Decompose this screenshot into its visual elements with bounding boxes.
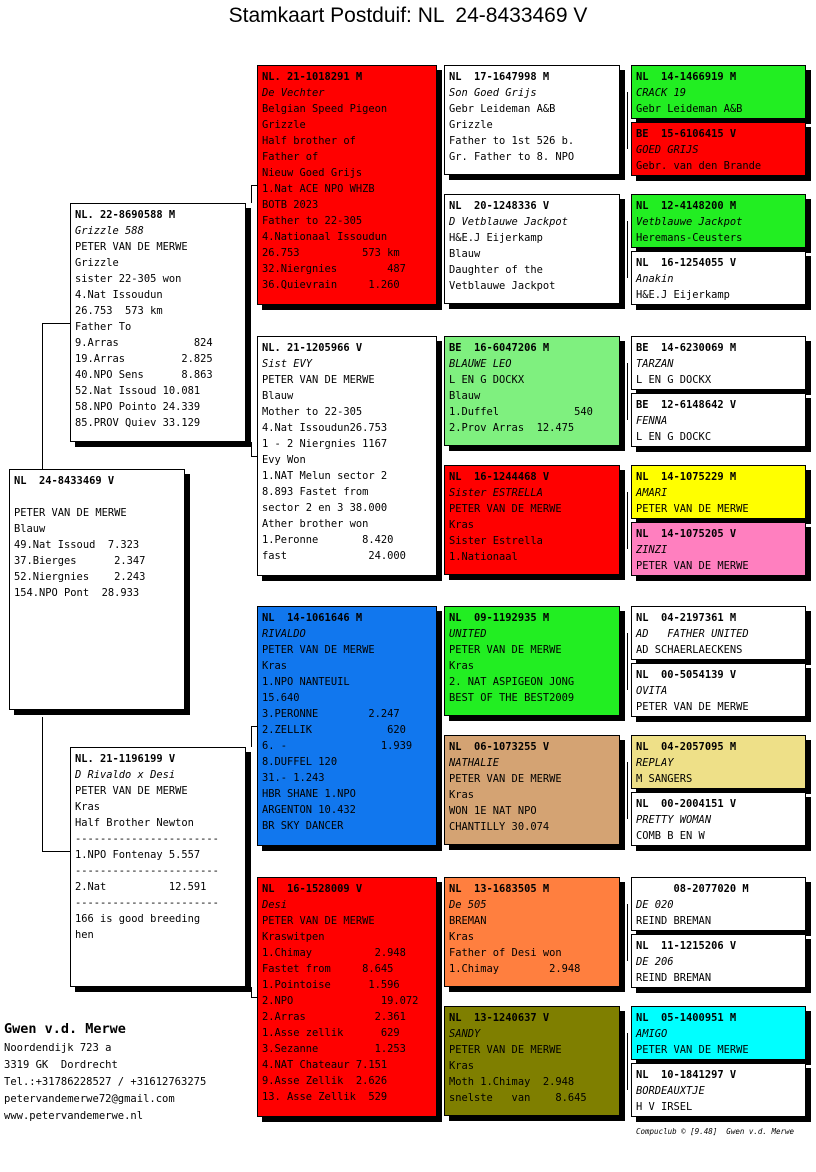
pigeon-card-g4-12[interactable] [631, 792, 806, 846]
card-line: GOED GRIJS [636, 144, 699, 156]
pigeon-card-g4-11[interactable] [631, 735, 806, 789]
card-line: Kras [449, 519, 475, 531]
connector-line [627, 904, 628, 961]
connector-line [627, 633, 628, 690]
card-line [14, 489, 180, 505]
card-line: ZINZI [636, 544, 668, 556]
card-line: Anakin [636, 273, 674, 285]
card-line: 2. NAT ASPIGEON JONG [449, 676, 575, 688]
ring-number: NL 14-1466919 M [636, 71, 737, 83]
card-line: Kras [449, 660, 475, 672]
connector-line [441, 932, 442, 1061]
software-footer: Compuclub © [9.48] Gwen v.d. Merwe [636, 1127, 795, 1136]
pigeon-card-grandfather-paternal[interactable] [257, 65, 437, 305]
pigeon-card-g4-4[interactable] [631, 251, 806, 305]
card-line: 52.Nat Issoud 10.081 [75, 385, 201, 397]
card-line: PETER VAN DE MERWE [636, 503, 749, 515]
card-line: Father to 22-305 [262, 215, 363, 227]
card-line: 1.Nat ACE NPO WHZB [262, 183, 375, 195]
card-line: OVITA [636, 685, 668, 697]
ring-number: NL 12-4148200 M [636, 200, 737, 212]
pigeon-card-grandmother-maternal[interactable] [257, 877, 437, 1117]
pigeon-card-g4-13[interactable] [631, 877, 806, 931]
card-line: Kras [449, 931, 475, 943]
pigeon-card-grandfather-maternal[interactable] [257, 606, 437, 846]
ring-number: NL. 21-1196199 V [75, 753, 176, 765]
card-line: 8.DUFFEL 120 [262, 756, 338, 768]
connector-line [251, 726, 257, 727]
card-line: 2.Arras 2.361 [262, 1011, 406, 1023]
card-line: L EN G DOCKC [636, 431, 712, 443]
pigeon-card-great-grandparent-7[interactable] [444, 877, 620, 987]
card-line: 49.Nat Issoud 7.323 [14, 539, 140, 551]
pigeon-card-g4-7[interactable] [631, 465, 806, 519]
card-line: Father of Desi won [449, 947, 562, 959]
card-line: Kras [75, 801, 101, 813]
card-line: 9.Asse Zellik 2.626 [262, 1075, 388, 1087]
card-line: ----------------------- [75, 897, 219, 909]
ring-number: BE 12-6148642 V [636, 399, 737, 411]
card-line: Grizzle 588 [75, 225, 144, 237]
pigeon-card-g4-15[interactable] [631, 1006, 806, 1060]
ring-number: NL. 21-1205966 V [262, 342, 363, 354]
ring-number: NL 13-1683505 M [449, 883, 550, 895]
card-line: fast 24.000 [262, 550, 406, 562]
pigeon-card-grandmother-paternal[interactable] [257, 336, 437, 576]
pigeon-card-subject[interactable] [9, 469, 185, 710]
card-line: PETER VAN DE MERWE [636, 560, 749, 572]
card-line: 1 - 2 Niergnies 1167 [262, 438, 388, 450]
card-line: 13. Asse Zellik 529 [262, 1091, 388, 1103]
card-line: 58.NPO Pointo 24.339 [75, 401, 201, 413]
ring-number: NL 16-1528009 V [262, 883, 363, 895]
card-line: Daughter of the [449, 264, 543, 276]
card-line: BEST OF THE BEST2009 [449, 692, 575, 704]
card-line: BOTB 2023 [262, 199, 319, 211]
card-line: WON 1E NAT NPO [449, 805, 537, 817]
connector-line [42, 851, 70, 852]
card-line: Vetblauwe Jackpot [636, 216, 743, 228]
card-line: 1.Pointoise 1.596 [262, 979, 400, 991]
card-line: BR SKY DANCER [262, 820, 344, 832]
card-line: 8.893 Fastet from [262, 486, 369, 498]
ring-number: NL 04-2057095 M [636, 741, 737, 753]
card-line: Fastet from 8.645 [262, 963, 394, 975]
card-line: H&E.J Eijerkamp [449, 232, 543, 244]
breeder-phone: Tel.:+31786228527 / +31612763275 [4, 1076, 207, 1088]
ring-number: NL 04-2197361 M [636, 612, 737, 624]
card-line: REIND BREMAN [636, 972, 712, 984]
card-line: snelste van 8.645 [449, 1092, 587, 1104]
card-line: 19.Arras 2.825 [75, 353, 213, 365]
pigeon-card-great-grandparent-5[interactable] [444, 606, 620, 716]
card-line: Mother to 22-305 [262, 406, 363, 418]
card-line: PETER VAN DE MERWE [75, 785, 188, 797]
card-line: DE 206 [636, 956, 674, 968]
ring-number: NL 20-1248336 V [449, 200, 550, 212]
card-line: PRETTY WOMAN [636, 814, 712, 826]
card-line: ----------------------- [75, 865, 219, 877]
card-line: PETER VAN DE MERWE [449, 503, 562, 515]
card-line: PETER VAN DE MERWE [449, 644, 562, 656]
card-line: 85.PROV Quiev 33.129 [75, 417, 201, 429]
pigeon-card-g4-10[interactable] [631, 663, 806, 717]
connector-line [251, 726, 252, 747]
card-line: 32.Niergnies 487 [262, 263, 406, 275]
card-line: 1.Duffel 540 [449, 406, 593, 418]
card-line: Kras [449, 1060, 475, 1072]
connector-line [251, 987, 252, 997]
breeder-website[interactable]: www.petervandemerwe.nl [4, 1110, 144, 1122]
card-line: Grizzle [449, 119, 493, 131]
card-line: 36.Quievrain 1.260 [262, 279, 400, 291]
card-line: Father of [262, 151, 319, 163]
connector-line [42, 717, 43, 851]
card-line: 1.NAT Melun sector 2 [262, 470, 388, 482]
breeder-address-line: Noordendijk 723 a [4, 1042, 112, 1054]
breeder-email[interactable]: petervandemerwe72@gmail.com [4, 1093, 175, 1105]
pigeon-card-father[interactable] [70, 203, 246, 442]
card-line: 2.Prov Arras 12.475 [449, 422, 575, 434]
card-line: DE 020 [636, 899, 674, 911]
card-line: 40.NPO Sens 8.863 [75, 369, 213, 381]
pigeon-card-g4-2[interactable] [631, 122, 806, 176]
connector-line [42, 323, 43, 469]
card-line: Gebr. van den Brande [636, 160, 762, 172]
connector-line [251, 185, 257, 186]
card-line: 6. - 1.939 [262, 740, 413, 752]
card-line: Vetblauwe Jackpot [449, 280, 556, 292]
card-line: Moth 1.Chimay 2.948 [449, 1076, 575, 1088]
card-line: CHANTILLY 30.074 [449, 821, 550, 833]
card-line: Half brother of [262, 135, 356, 147]
connector-line [441, 391, 442, 520]
card-line: PETER VAN DE MERWE [262, 374, 375, 386]
card-line: Kras [262, 660, 288, 672]
card-line: PETER VAN DE MERWE [636, 701, 749, 713]
ring-number: BE 16-6047206 M [449, 342, 550, 354]
card-line: 1.Chimay 2.948 [449, 963, 581, 975]
card-line: De 505 [449, 899, 487, 911]
connector-line [627, 762, 628, 819]
card-line: AMIGO [636, 1028, 668, 1040]
ring-number: NL 00-2004151 V [636, 798, 737, 810]
breeder-info [4, 1018, 254, 1125]
card-line: 2.ZELLIK 620 [262, 724, 406, 736]
connector-line [251, 442, 252, 456]
ring-number: 08-2077020 M [636, 883, 749, 895]
card-line: PETER VAN DE MERWE [449, 773, 562, 785]
connector-line [627, 1033, 628, 1090]
pigeon-card-great-grandparent-6[interactable] [444, 735, 620, 845]
card-line: Father To [75, 321, 132, 333]
connector-line [627, 221, 628, 278]
ring-number: NL 14-1075205 V [636, 528, 737, 540]
card-line: 3.Sezanne 1.253 [262, 1043, 406, 1055]
breeder-name: Gwen v.d. Merwe [4, 1021, 126, 1037]
pigeon-card-g4-16[interactable] [631, 1063, 806, 1117]
card-line: BORDEAUXTJE [636, 1085, 705, 1097]
card-line: sector 2 en 3 38.000 [262, 502, 388, 514]
card-line: BREMAN [449, 915, 487, 927]
card-line: PETER VAN DE MERWE [449, 1044, 562, 1056]
pigeon-card-great-grandparent-1[interactable] [444, 65, 620, 175]
card-line: 2.NPO 19.072 [262, 995, 419, 1007]
card-line: 3.PERONNE 2.247 [262, 708, 400, 720]
card-line: AD SCHAERLAECKENS [636, 644, 743, 656]
card-line: Son Goed Grijs [449, 87, 537, 99]
ring-number: NL 06-1073255 V [449, 741, 550, 753]
card-line: H V IRSEL [636, 1101, 693, 1113]
card-line: 166 is good breeding [75, 913, 201, 925]
card-line: 154.NPO Pont 28.933 [14, 587, 140, 599]
ring-number: NL 13-1240637 V [449, 1012, 550, 1024]
card-line: Desi [262, 899, 288, 911]
card-line: AMARI [636, 487, 668, 499]
pigeon-card-g4-9[interactable] [631, 606, 806, 660]
pigeon-card-great-grandparent-2[interactable] [444, 194, 620, 304]
ring-number: NL 24-8433469 V [14, 475, 115, 487]
card-line: Gebr Leideman A&B [636, 103, 743, 115]
ring-number: NL 11-1215206 V [636, 940, 737, 952]
card-line: 52.Niergnies 2.243 [14, 571, 146, 583]
card-line: Grizzle [75, 257, 119, 269]
card-line: Grizzle [262, 119, 306, 131]
ring-number: NL 17-1647998 M [449, 71, 550, 83]
pigeon-card-g4-3[interactable] [631, 194, 806, 248]
card-line: Kras [449, 789, 475, 801]
card-line: Heremans-Ceusters [636, 232, 743, 244]
card-line: D Rivaldo x Desi [75, 769, 176, 781]
ring-number: BE 14-6230069 M [636, 342, 737, 354]
card-line: BLAUWE LEO [449, 358, 512, 370]
ring-number: NL. 22-8690588 M [75, 209, 176, 221]
card-line: Nieuw Goed Grijs [262, 167, 363, 179]
card-line: TARZAN [636, 358, 674, 370]
card-line: PETER VAN DE MERWE [75, 241, 188, 253]
card-line: 1.Chimay 2.948 [262, 947, 406, 959]
connector-line [627, 92, 628, 149]
page-title: Stamkaart Postduif: NL 24-8433469 V [228, 4, 588, 27]
card-line: 1.NPO Fontenay 5.557 [75, 849, 201, 861]
card-line: PETER VAN DE MERWE [636, 1044, 749, 1056]
pigeon-card-g4-1[interactable] [631, 65, 806, 119]
connector-line [42, 323, 70, 324]
card-line: UNITED [449, 628, 487, 640]
card-line: AD FATHER UNITED [636, 628, 749, 640]
pigeon-card-mother[interactable] [70, 747, 246, 987]
card-line: 4.Nationaal Issoudun [262, 231, 388, 243]
card-line: D Vetblauwe Jackpot [449, 216, 568, 228]
ring-number: NL 05-1400951 M [636, 1012, 737, 1024]
card-line: Belgian Speed Pigeon [262, 103, 388, 115]
pigeon-card-great-grandparent-4[interactable] [444, 465, 620, 575]
card-line: REIND BREMAN [636, 915, 712, 927]
card-line: 1.Peronne 8.420 [262, 534, 394, 546]
card-line: hen [75, 929, 94, 941]
card-line: sister 22-305 won [75, 273, 182, 285]
card-line: Blauw [14, 523, 46, 535]
card-line: 9.Arras 824 [75, 337, 213, 349]
connector-line [251, 997, 257, 998]
card-line: Sister ESTRELLA [449, 487, 543, 499]
connector-line [251, 185, 252, 203]
ring-number: NL 14-1075229 M [636, 471, 737, 483]
card-line: Evy Won [262, 454, 306, 466]
connector-line [627, 363, 628, 420]
card-line: L EN G DOCKX [636, 374, 712, 386]
pigeon-card-g4-14[interactable] [631, 934, 806, 988]
ring-number: NL 09-1192935 M [449, 612, 550, 624]
card-line: Ather brother won [262, 518, 369, 530]
card-line: ARGENTON 10.432 [262, 804, 356, 816]
ring-number: BE 15-6106415 V [636, 128, 737, 140]
card-line: Blauw [449, 248, 481, 260]
card-line: 37.Bierges 2.347 [14, 555, 146, 567]
ring-number: NL 00-5054139 V [636, 669, 737, 681]
ring-number: NL 10-1841297 V [636, 1069, 737, 1081]
card-line: Gr. Father to 8. NPO [449, 151, 575, 163]
card-line: 4.NAT Chateaur 7.151 [262, 1059, 388, 1071]
pigeon-card-g4-5[interactable] [631, 336, 806, 390]
card-line: H&E.J Eijerkamp [636, 289, 730, 301]
card-line: Half Brother Newton [75, 817, 194, 829]
connector-line [441, 661, 442, 790]
card-line: REPLAY [636, 757, 674, 769]
card-line: SANDY [449, 1028, 481, 1040]
card-line: 26.753 573 km [75, 305, 163, 317]
card-line: NATHALIE [449, 757, 500, 769]
card-line: PETER VAN DE MERWE [262, 915, 375, 927]
card-line: Sister Estrella [449, 535, 543, 547]
card-line: 1.Asse zellik 629 [262, 1027, 400, 1039]
card-line: COMB B EN W [636, 830, 705, 842]
card-line: FENNA [636, 415, 668, 427]
connector-line [627, 492, 628, 549]
card-line: CRACK 19 [636, 87, 687, 99]
card-line: 15.640 [262, 692, 300, 704]
card-line: PETER VAN DE MERWE [262, 644, 375, 656]
card-line: Kraswitpen [262, 931, 325, 943]
ring-number: NL 16-1254055 V [636, 257, 737, 269]
pigeon-card-g4-6[interactable] [631, 393, 806, 447]
card-line: Blauw [449, 390, 481, 402]
pigeon-card-great-grandparent-8[interactable] [444, 1006, 620, 1116]
card-line: 4.Nat Issoudun [75, 289, 163, 301]
ring-number: NL. 21-1018291 M [262, 71, 363, 83]
card-line: 4.Nat Issoudun26.753 [262, 422, 388, 434]
card-line: Father to 1st 526 b. [449, 135, 575, 147]
card-line: Blauw [262, 390, 294, 402]
connector-line [251, 456, 257, 457]
pigeon-card-great-grandparent-3[interactable] [444, 336, 620, 446]
card-line: Gebr Leideman A&B [449, 103, 556, 115]
card-line: De Vechter [262, 87, 325, 99]
card-line: 31.- 1.243 [262, 772, 325, 784]
ring-number: NL 16-1244468 V [449, 471, 550, 483]
card-line: L EN G DOCKX [449, 374, 525, 386]
card-line: 2.Nat 12.591 [75, 881, 207, 893]
breeder-address-line: 3319 GK Dordrecht [4, 1059, 118, 1071]
card-line: HBR SHANE 1.NPO [262, 788, 356, 800]
ring-number: NL 14-1061646 M [262, 612, 363, 624]
card-line: 1.Nationaal [449, 551, 518, 563]
card-line: Sist EVY [262, 358, 313, 370]
connector-line [441, 120, 442, 249]
card-line: ----------------------- [75, 833, 219, 845]
pigeon-card-g4-8[interactable] [631, 522, 806, 576]
card-line: M SANGERS [636, 773, 693, 785]
card-line: 26.753 573 km [262, 247, 400, 259]
card-line: RIVALDO [262, 628, 306, 640]
card-line: PETER VAN DE MERWE [14, 507, 127, 519]
card-line: 1.NPO NANTEUIL [262, 676, 350, 688]
